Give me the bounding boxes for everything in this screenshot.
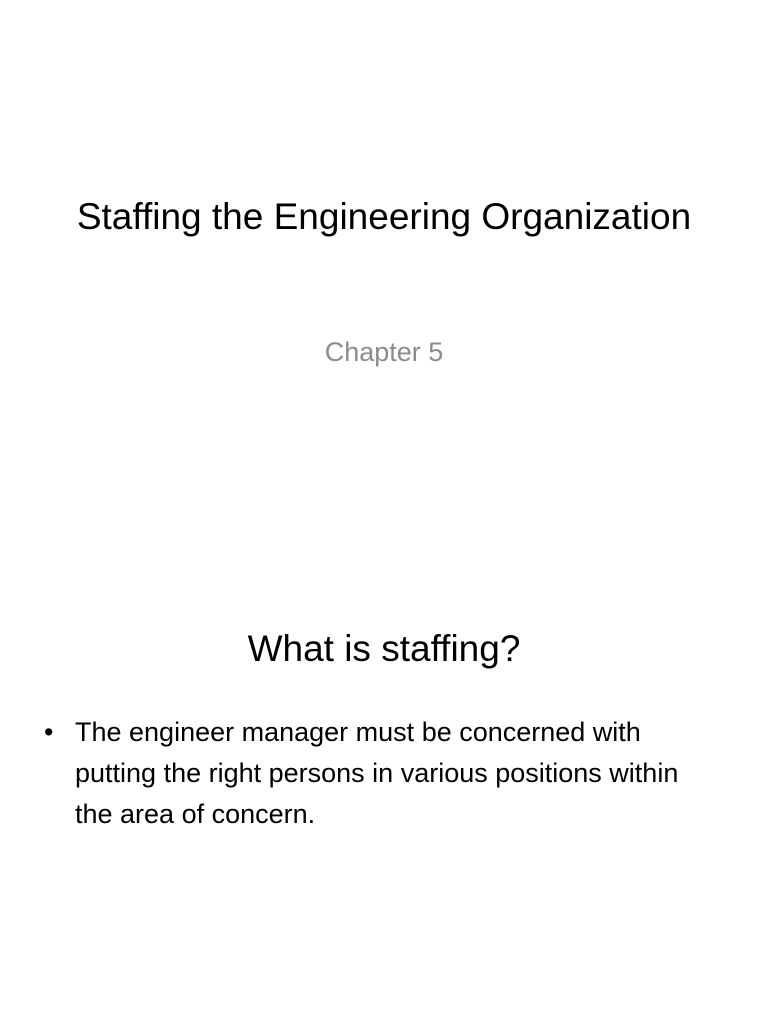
slide-heading: What is staffing? <box>247 628 521 669</box>
slide-title: Staffing the Engineering Organization <box>76 196 692 237</box>
content-slide <box>0 512 768 1024</box>
list-item <box>44 712 704 835</box>
bullet-icon: • <box>44 717 54 747</box>
bullet-list <box>44 712 704 835</box>
slide-subtitle: Chapter 5 <box>324 337 444 367</box>
bullet-text: The engineer manager must be concerned with putting the right persons in various positions within the area of concern. <box>75 717 679 829</box>
